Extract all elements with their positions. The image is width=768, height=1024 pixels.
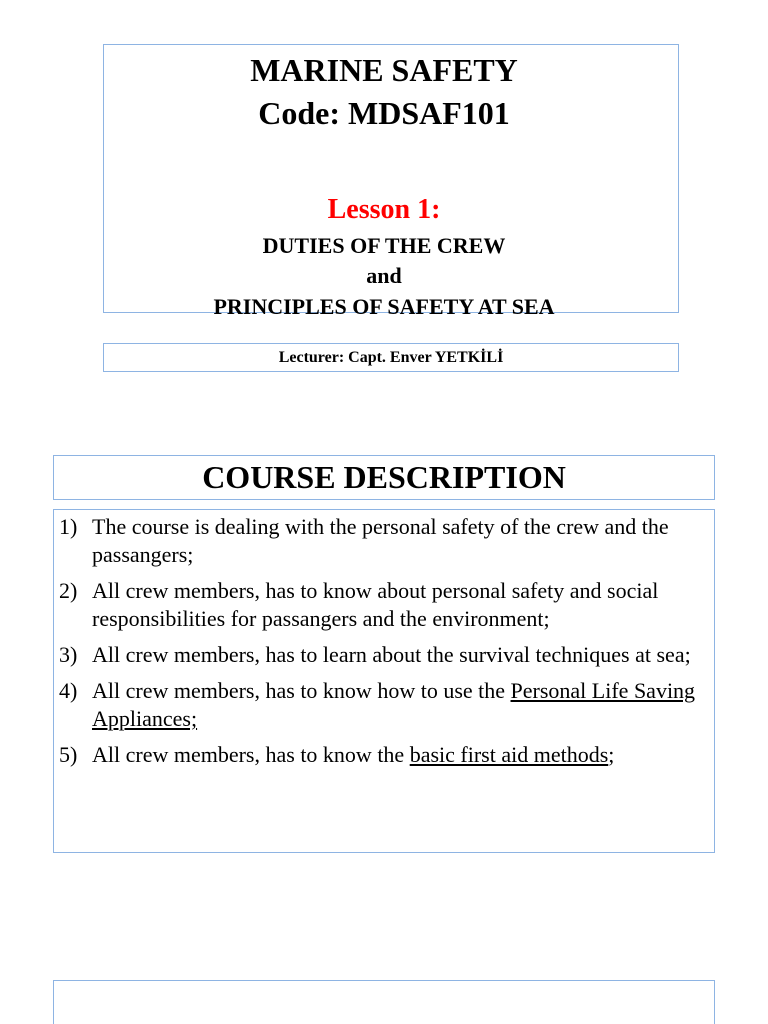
subtitle-line-3: PRINCIPLES OF SAFETY AT SEA — [213, 294, 555, 319]
lesson-label: Lesson 1: — [327, 194, 441, 225]
lecturer-box — [103, 343, 679, 372]
course-description-heading-box — [53, 455, 715, 500]
course-description-heading: COURSE DESCRIPTION — [202, 459, 566, 495]
next-slide-box — [53, 980, 715, 1024]
list-item-text-lead: All crew members, has to know the — [92, 742, 410, 767]
list-item-number: 2) — [59, 578, 78, 603]
list-item — [59, 577, 704, 633]
list-item-text: The course is dealing with the personal safety of the crew and the passangers; — [92, 514, 669, 567]
list-item-text: All crew members, has to learn about the survival techniques at sea; — [92, 642, 691, 667]
list-item-number: 5) — [59, 742, 78, 767]
course-title: MARINE SAFETY — [250, 52, 518, 88]
list-item-text — [92, 677, 704, 733]
course-description-box — [53, 509, 715, 853]
course-description-list — [59, 513, 704, 777]
personal-life-saving-appliances-link[interactable]: Personal Life Saving Appliances; — [92, 678, 696, 731]
basic-first-aid-methods-link[interactable]: basic first aid methods — [409, 742, 609, 767]
subtitle-line-2: and — [366, 263, 402, 288]
list-item-text-tail: ; — [608, 742, 615, 767]
lecturer-name: Lecturer: Capt. Enver YETKİLİ — [278, 349, 504, 366]
list-item — [59, 741, 704, 769]
list-item-number: 3) — [59, 642, 78, 667]
list-item-number: 1) — [59, 514, 78, 539]
list-item-text: All crew members, has to know about personal safety and social responsibilities for passangers and the environment; — [92, 578, 659, 631]
course-code: Code: MDSAF101 — [258, 95, 510, 131]
subtitle-line-1: DUTIES OF THE CREW — [262, 233, 506, 258]
list-item-text — [92, 741, 704, 769]
list-item-text-lead: All crew members, has to know how to use the — [92, 678, 511, 703]
list-item — [59, 641, 704, 669]
list-item — [59, 677, 704, 733]
list-item — [59, 513, 704, 569]
list-item-number: 4) — [59, 678, 78, 703]
